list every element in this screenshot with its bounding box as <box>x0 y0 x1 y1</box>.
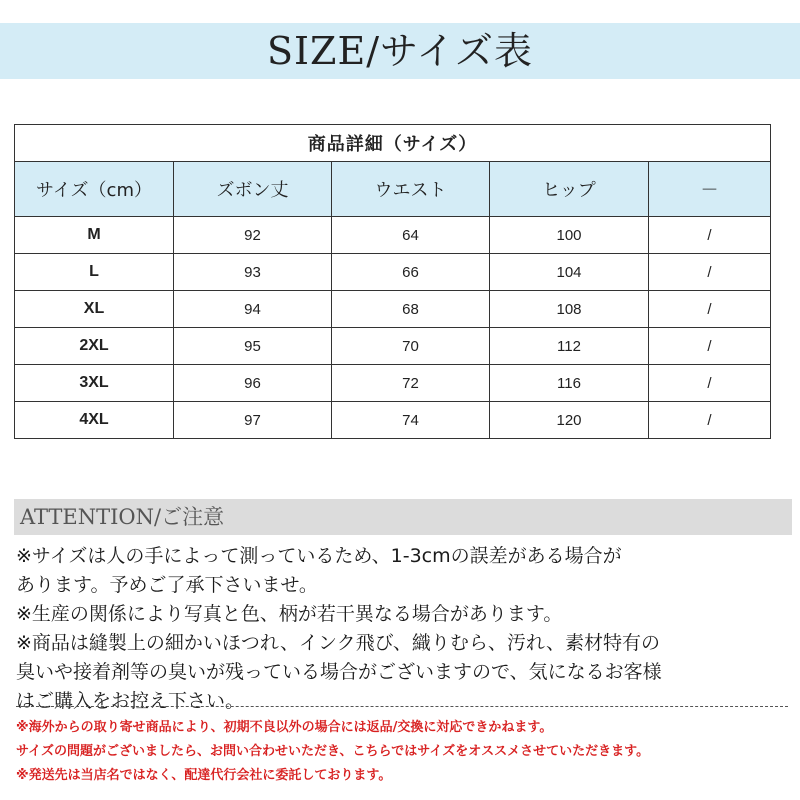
size-table <box>14 124 771 439</box>
cell-size: 2XL <box>15 328 174 365</box>
red-note-line: ※海外からの取り寄せ商品により、初期不良以外の場合には返品/交換に対応できかねます。 <box>16 720 553 735</box>
cell-other: / <box>649 291 771 328</box>
cell-length: 94 <box>174 291 332 328</box>
cell-length: 96 <box>174 365 332 402</box>
attention-heading: ATTENTION/ご注意 <box>20 505 225 529</box>
cell-size: L <box>15 254 174 291</box>
cell-waist: 64 <box>332 217 490 254</box>
cell-hip: 108 <box>490 291 649 328</box>
note-line: ※商品は縫製上の細かいほつれ、インク飛び、織りむら、汚れ、素材特有の <box>16 632 661 654</box>
dashed-divider <box>16 706 788 707</box>
cell-hip: 116 <box>490 365 649 402</box>
cell-hip: 120 <box>490 402 649 439</box>
note-line: ※サイズは人の手によって測っているため、1-3cmの誤差がある場合が <box>16 545 622 567</box>
cell-length: 97 <box>174 402 332 439</box>
header-waist: ウエスト <box>332 162 490 217</box>
red-note-line: サイズの問題がございましたら、お問い合わせいただき、こちらではサイズをオススメさせていただきます。 <box>16 744 650 759</box>
cell-length: 93 <box>174 254 332 291</box>
cell-waist: 68 <box>332 291 490 328</box>
header-length: ズボン丈 <box>174 162 332 217</box>
table-row <box>15 217 771 254</box>
cell-hip: 112 <box>490 328 649 365</box>
table-row <box>15 328 771 365</box>
cell-other: / <box>649 254 771 291</box>
red-notes <box>16 716 796 788</box>
cell-size: 3XL <box>15 365 174 402</box>
cell-other: / <box>649 328 771 365</box>
attention-notes <box>16 542 792 716</box>
cell-length: 95 <box>174 328 332 365</box>
cell-waist: 66 <box>332 254 490 291</box>
cell-size: 4XL <box>15 402 174 439</box>
cell-hip: 100 <box>490 217 649 254</box>
red-note-line: ※発送先は当店名ではなく、配達代行会社に委託しております。 <box>16 768 392 783</box>
cell-size: XL <box>15 291 174 328</box>
header-dash: － <box>649 162 771 217</box>
note-line: あります。予めご了承下さいませ。 <box>16 574 318 596</box>
table-row <box>15 365 771 402</box>
note-line: ※生産の関係により写真と色、柄が若干異なる場合があります。 <box>16 603 563 625</box>
cell-waist: 72 <box>332 365 490 402</box>
cell-other: / <box>649 217 771 254</box>
note-line: 臭いや接着剤等の臭いが残っている場合がございますので、気になるお客様 <box>16 661 662 683</box>
header-hip: ヒップ <box>490 162 649 217</box>
cell-other: / <box>649 402 771 439</box>
cell-size: M <box>15 217 174 254</box>
page-title: SIZE/サイズ表 <box>267 29 533 73</box>
header-size: サイズ（cm） <box>15 162 174 217</box>
cell-hip: 104 <box>490 254 649 291</box>
table-row <box>15 402 771 439</box>
table-caption: 商品詳細（サイズ） <box>15 125 771 162</box>
cell-other: / <box>649 365 771 402</box>
note-line: はご購入をお控え下さい。 <box>16 690 245 712</box>
cell-waist: 70 <box>332 328 490 365</box>
table-row <box>15 291 771 328</box>
cell-length: 92 <box>174 217 332 254</box>
table-row <box>15 254 771 291</box>
cell-waist: 74 <box>332 402 490 439</box>
